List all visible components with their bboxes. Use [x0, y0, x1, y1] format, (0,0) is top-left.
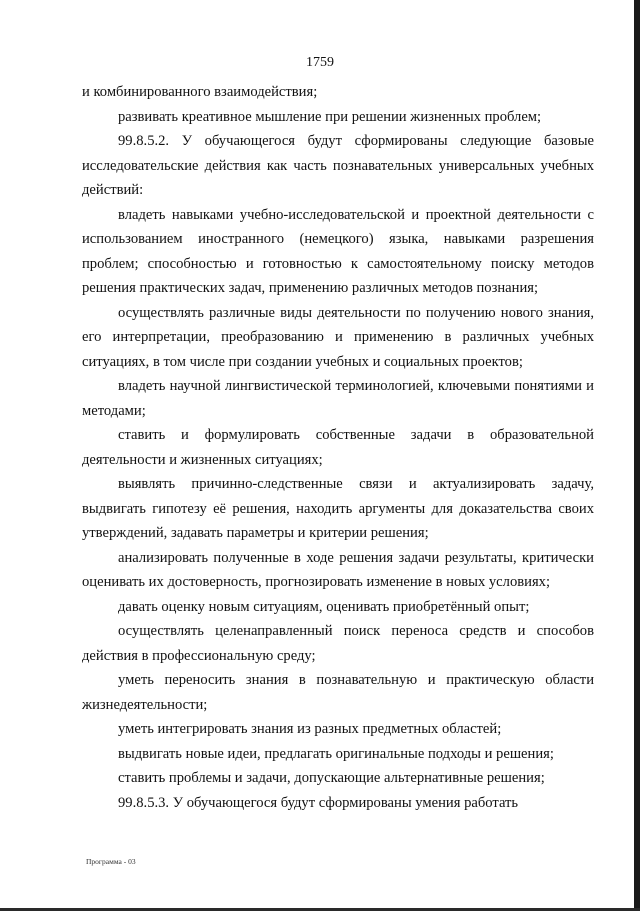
body-text: [82, 80, 594, 815]
paragraph-11: осуществлять целенаправленный поиск переноса средств и способов действия в профессиональную среду;: [82, 623, 594, 664]
paragraph-3: 99.8.5.2. У обучающегося будут сформированы следующие базовые исследовательские действия как часть познавательных универсальных учебных действий:: [82, 133, 594, 198]
paragraph-10: давать оценку новым ситуациям, оценивать приобретённый опыт;: [118, 598, 530, 615]
paragraph-8: выявлять причинно-следственные связи и актуализировать задачу, выдвигать гипотезу её решения, находить аргументы для доказательства своих утверждений, задавать параметры и критерии решения;: [82, 476, 594, 541]
paragraph-2: развивать креативное мышление при решении жизненных проблем;: [118, 108, 542, 125]
paragraph-12: уметь переносить знания в познавательную и практическую области жизнедеятельности;: [82, 672, 594, 713]
paragraph-9: анализировать полученные в ходе решения задачи результаты, критически оценивать их достоверность, прогнозировать изменение в новых условиях;: [82, 549, 594, 590]
page-number: 1759: [306, 55, 334, 70]
paragraph-7: ставить и формулировать собственные задачи в образовательной деятельности и жизненных ситуациях;: [82, 427, 594, 468]
paragraph-14: выдвигать новые идеи, предлагать оригинальные подходы и решения;: [118, 745, 554, 762]
footer-label: Программа - 03: [86, 857, 136, 866]
paragraph-15: ставить проблемы и задачи, допускающие альтернативные решения;: [118, 770, 545, 786]
scan-edge-right: [634, 0, 640, 911]
paragraph-5: осуществлять различные виды деятельности по получению нового знания, его интерпретации, преобразованию и применению в различных учебных ситуациях, в том числе при создании учебных и социальных проектов;: [82, 304, 594, 370]
paragraph-4: владеть навыками учебно-исследовательской и проектной деятельности с использованием иностранного (немецкого) языка, навыками разрешения проблем; способностью и готовностью к самостоятельному поиску методов решения практических задач, применению различных методов познания;: [82, 206, 594, 296]
paragraph-1: и комбинированного взаимодействия;: [82, 84, 318, 100]
paragraph-6: владеть научной лингвистической терминологией, ключевыми понятиями и методами;: [82, 378, 594, 419]
paragraph-13: уметь интегрировать знания из разных предметных областей;: [118, 721, 502, 737]
paragraph-16: 99.8.5.3. У обучающегося будут сформированы умения работать: [118, 794, 519, 811]
